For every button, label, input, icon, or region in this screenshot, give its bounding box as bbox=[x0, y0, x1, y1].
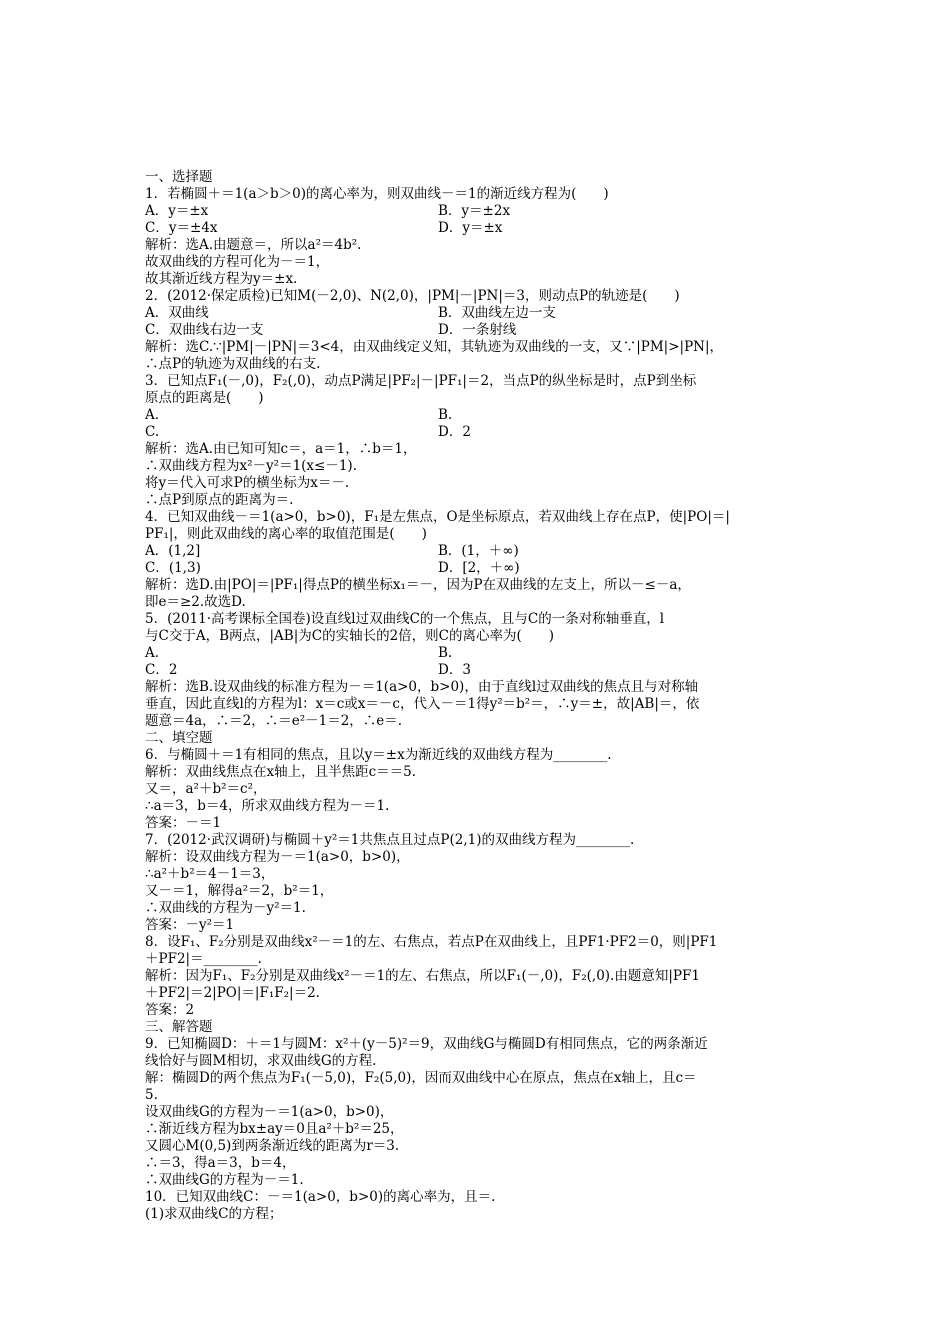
text-line: ＋PF2|＝2|PO|＝|F₁F₂|＝2. bbox=[145, 985, 320, 1001]
option-right: D．y＝±x bbox=[438, 220, 503, 236]
text-line: PF₁|，则此双曲线的离心率的取值范围是( ) bbox=[145, 526, 427, 542]
option-row bbox=[145, 305, 810, 322]
text-line: 二、填空题 bbox=[145, 730, 213, 746]
option-left: A．双曲线 bbox=[145, 305, 209, 321]
text-line: 与C交于A，B两点，|AB|为C的实轴长的2倍，则C的离心率为( ) bbox=[145, 628, 555, 644]
text-line: ∴a²＋b²＝4－1＝3， bbox=[145, 866, 275, 882]
option-left: C. bbox=[145, 424, 160, 440]
text-line: 8．设F₁、F₂分别是双曲线x²－＝1的左、右焦点，若点P在双曲线上，且PF1·PF2＝0，则|PF1 bbox=[145, 934, 718, 950]
text-line: 6．与椭圆＋＝1有相同的焦点，且以y＝±x为渐近线的双曲线方程为________. bbox=[145, 747, 612, 763]
option-row bbox=[145, 203, 810, 220]
text-line: 原点的距离是( ) bbox=[145, 390, 264, 406]
text-line: 解析：双曲线焦点在x轴上，且半焦距c＝＝5. bbox=[145, 764, 417, 780]
text-line: 故双曲线的方程可化为－＝1， bbox=[145, 254, 330, 270]
text-line: 3．已知点F₁(－,0)，F₂(,0)，动点P满足|PF₂|－|PF₁|＝2，当点P的纵坐标是时，点P到坐标 bbox=[145, 373, 697, 389]
text-line: 解析：选A.由已知可知c＝，a＝1，∴b＝1， bbox=[145, 441, 417, 457]
option-row bbox=[145, 407, 810, 424]
text-line: 线恰好与圆M相切，求双曲线G的方程. bbox=[145, 1053, 377, 1069]
text-line: ∴点P的轨迹为双曲线的右支. bbox=[145, 356, 321, 372]
text-line: ∴渐近线方程为bx±ay＝0且a²＋b²＝25， bbox=[145, 1121, 404, 1137]
option-right: D．2 bbox=[438, 424, 471, 440]
text-line: 解析：选C.∵|PM|－|PN|＝3<4，由双曲线定义知，其轨迹为双曲线的一支，又∵|PM|>|PN|， bbox=[145, 339, 724, 355]
option-row bbox=[145, 424, 810, 441]
text-line: 设双曲线G的方程为－＝1(a>0，b>0)， bbox=[145, 1104, 394, 1120]
text-line: 垂直，因此直线l的方程为l：x＝c或x＝－c，代入－＝1得y²＝b²＝，∴y＝±，故|AB|＝，依 bbox=[145, 696, 700, 712]
option-right: B．y＝±2x bbox=[438, 203, 511, 219]
text-line: 一、选择题 bbox=[145, 169, 213, 185]
text-line: ∴双曲线方程为x²－y²＝1(x≤－1). bbox=[145, 458, 357, 474]
option-left: A．(1,2] bbox=[145, 543, 201, 559]
option-right: D．一条射线 bbox=[438, 322, 517, 338]
option-right: D．[2，＋∞) bbox=[438, 560, 520, 576]
text-line: 又＝，a²＋b²＝c²， bbox=[145, 781, 267, 797]
text-line: 5．(2011·高考课标全国卷)设直线l过双曲线C的一个焦点，且与C的一条对称轴垂直，l bbox=[145, 611, 665, 627]
text-line: 解析：选A.由题意＝，所以a²＝4b². bbox=[145, 237, 362, 253]
text-line: 解析：因为F₁、F₂分别是双曲线x²－＝1的左、右焦点，所以F₁(－,0)，F₂(,0).由题意知|PF1 bbox=[145, 968, 700, 984]
option-row bbox=[145, 645, 810, 662]
text-line: 题意＝4a，∴＝2，∴＝e²－1＝2，∴e＝. bbox=[145, 713, 403, 729]
text-line: 答案：2 bbox=[145, 1002, 195, 1018]
text-line: ＋PF2|＝________. bbox=[145, 951, 262, 967]
text-line: 解析：选B.设双曲线的标准方程为－＝1(a>0，b>0)，由于直线l过双曲线的焦点且与对称轴 bbox=[145, 679, 699, 695]
option-right: B. bbox=[438, 645, 453, 661]
text-line: 又圆心M(0,5)到两条渐近线的距离为r＝3. bbox=[145, 1138, 400, 1154]
text-line: 答案：－＝1 bbox=[145, 815, 222, 831]
option-row bbox=[145, 220, 810, 237]
text-line: 将y＝代入可求P的横坐标为x＝－. bbox=[145, 475, 350, 491]
text-line: 解：椭圆D的两个焦点为F₁(－5,0)，F₂(5,0)，因而双曲线中心在原点，焦点在x轴上，且c＝ bbox=[145, 1070, 697, 1086]
option-row bbox=[145, 560, 810, 577]
text-line: ∴点P到原点的距离为＝. bbox=[145, 492, 294, 508]
text-line: 故其渐近线方程为y＝±x. bbox=[145, 271, 298, 287]
text-line: ∴a＝3，b＝4，所求双曲线方程为－＝1. bbox=[145, 798, 390, 814]
text-line: 解析：选D.由|PO|＝|PF₁|得点P的横坐标x₁＝－，因为P在双曲线的左支上，所以－≤－a， bbox=[145, 577, 691, 593]
text-line: 1．若椭圆＋＝1(a＞b＞0)的离心率为，则双曲线－＝1的渐近线方程为( ) bbox=[145, 186, 609, 202]
text-line: ∴双曲线G的方程为－＝1. bbox=[145, 1172, 304, 1188]
text-line: 7．(2012·武汉调研)与椭圆＋y²＝1共焦点且过点P(2,1)的双曲线方程为________. bbox=[145, 832, 635, 848]
text-line: (1)求双曲线C的方程； bbox=[145, 1206, 283, 1222]
option-left: A. bbox=[145, 645, 160, 661]
document-body bbox=[145, 169, 810, 1223]
text-line: ∴＝3，得a＝3，b＝4， bbox=[145, 1155, 296, 1171]
text-line: 解析：设双曲线方程为－＝1(a>0，b>0)， bbox=[145, 849, 410, 865]
option-right: B. bbox=[438, 407, 453, 423]
option-left: A. bbox=[145, 407, 160, 423]
option-row bbox=[145, 662, 810, 679]
option-left: A．y＝±x bbox=[145, 203, 209, 219]
text-line: 即e＝≥2.故选D. bbox=[145, 594, 246, 610]
option-right: B．双曲线左边一支 bbox=[438, 305, 556, 321]
option-row bbox=[145, 543, 810, 560]
text-line: 4．已知双曲线－＝1(a>0，b>0)，F₁是左焦点，O是坐标原点，若双曲线上存在点P，使|PO|＝| bbox=[145, 509, 730, 525]
option-left: C．双曲线右边一支 bbox=[145, 322, 264, 338]
text-line: 10．已知双曲线C：－＝1(a>0，b>0)的离心率为，且＝. bbox=[145, 1189, 496, 1205]
text-line: 5. bbox=[145, 1087, 158, 1103]
option-left: C．y＝±4x bbox=[145, 220, 218, 236]
text-line: 9．已知椭圆D：＋＝1与圆M：x²＋(y－5)²＝9，双曲线G与椭圆D有相同焦点，它的两条渐近 bbox=[145, 1036, 708, 1052]
text-line: 答案：－y²＝1 bbox=[145, 917, 235, 933]
option-right: D．3 bbox=[438, 662, 471, 678]
text-line: 2．(2012·保定质检)已知M(－2,0)、N(2,0)，|PM|－|PN|＝3，则动点P的轨迹是( ) bbox=[145, 288, 680, 304]
text-line: 三、解答题 bbox=[145, 1019, 213, 1035]
text-line: 又－＝1，解得a²＝2，b²＝1， bbox=[145, 883, 334, 899]
option-left: C．2 bbox=[145, 662, 178, 678]
option-row bbox=[145, 322, 810, 339]
option-right: B．(1，＋∞) bbox=[438, 543, 519, 559]
text-line: ∴双曲线的方程为－y²＝1. bbox=[145, 900, 306, 916]
option-left: C．(1,3) bbox=[145, 560, 201, 576]
